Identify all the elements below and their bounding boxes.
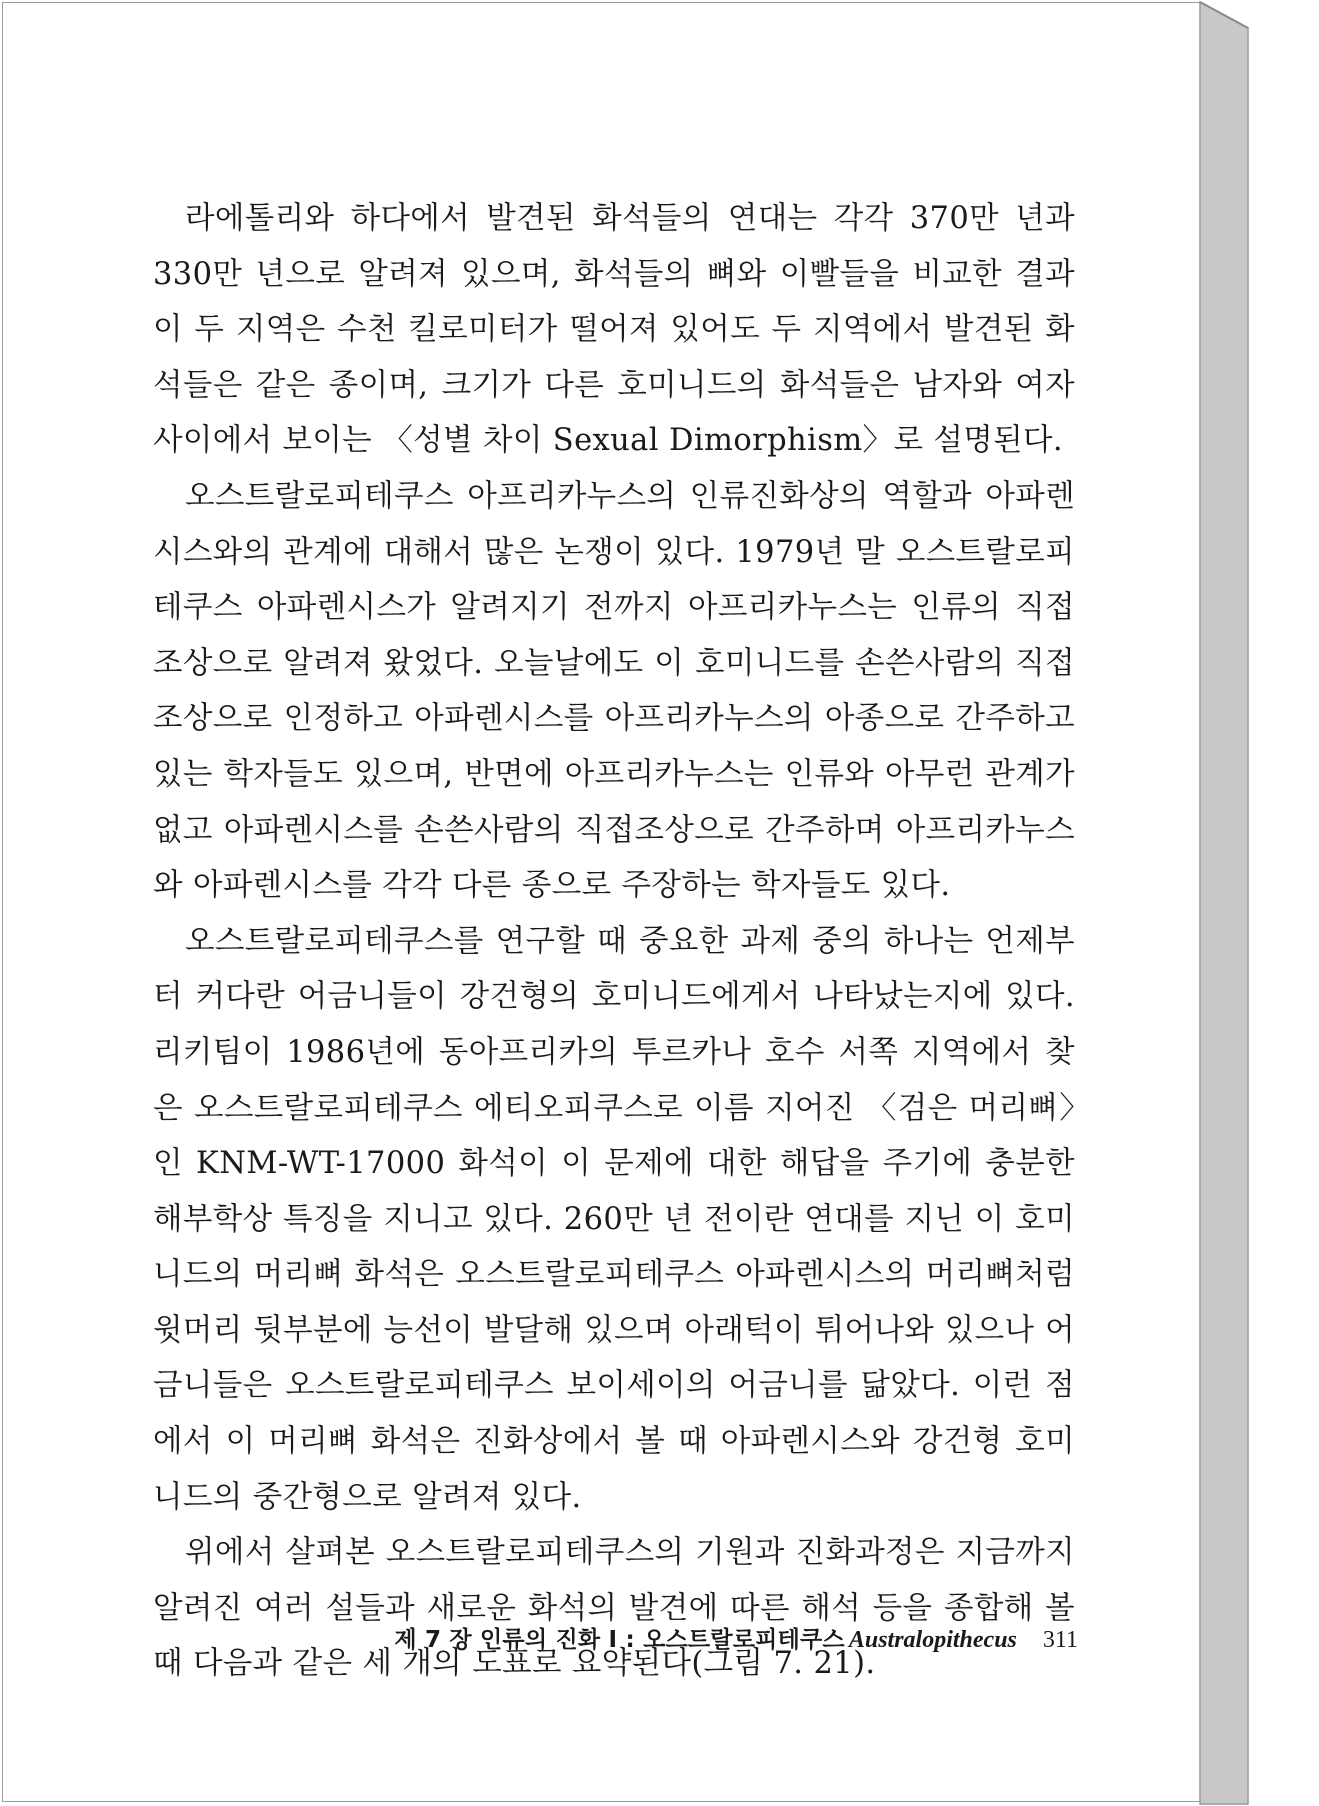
page-footer	[333, 1621, 1078, 1654]
body-text	[153, 191, 1075, 1692]
running-head-latin: Australopithecus	[848, 1627, 1017, 1653]
running-head: 제 7 장 인류의 진화 Ⅰ : 오스트랄로피테쿠스	[394, 1627, 845, 1653]
paragraph-1: 라에톨리와 하다에서 발견된 화석들의 연대는 각각 370만 년과 330만 년으로 알려져 있으며, 화석들의 뼈와 이빨들을 비교한 결과 이 두 지역은 수천 킬로미터가 떨어져 있어도 두 지역에서 발견된 화석들은 같은 종이며, 크기가 다른 호미니드의 화석들은 남자와 여자 사이에서 보이는 〈성별 차이 Sexual Dimorphism〉로 설명된다.	[153, 201, 1075, 459]
page-edge-face	[1200, 2, 1248, 1804]
paragraph-3: 오스트랄로피테쿠스를 연구할 때 중요한 과제 중의 하나는 언제부터 커다란 어금니들이 강건형의 호미니드에게서 나타났는지에 있다. 리키팀이 1986년에 동아프리카의 투르카나 호수 서쪽 지역에서 찾은 오스트랄로피테쿠스 에티오피쿠스로 이름 지어진 〈검은 머리뼈〉인 KNM-WT-17000 화석이 이 문제에 대한 해답을 주기에 충분한 해부학상 특징을 지니고 있다. 260만 년 전이란 연대를 지닌 이 호미니드의 머리뼈 화석은 오스트랄로피테쿠스 아파렌시스의 머리뼈처럼 윗머리 뒷부분에 능선이 발달해 있으며 아래턱이 튀어나와 있으나 어금니들은 오스트랄로피테쿠스 보이세이의 어금니를 닮았다. 이런 점에서 이 머리뼈 화석은 진화상에서 볼 때 아파렌시스와 강건형 호미니드의 중간형으로 알려져 있다.	[153, 923, 1075, 1515]
book-page	[2, 2, 1202, 1802]
page-edge-3d	[1190, 0, 1318, 1806]
paragraph-2: 오스트랄로피테쿠스 아프리카누스의 인류진화상의 역할과 아파렌시스와의 관계에 대해서 많은 논쟁이 있다. 1979년 말 오스트랄로피테쿠스 아파렌시스가 알려지기 전까지 아프리카누스는 인류의 직접조상으로 알려져 왔었다. 오늘날에도 이 호미니드를 손쓴사람의 직접조상으로 인정하고 아파렌시스를 아프리카누스의 아종으로 간주하고 있는 학자들도 있으며, 반면에 아프리카누스는 인류와 아무런 관계가 없고 아파렌시스를 손쓴사람의 직접조상으로 간주하며 아프리카누스와 아파렌시스를 각각 다른 종으로 주장하는 학자들도 있다.	[153, 478, 1075, 904]
paragraph-4: 위에서 살펴본 오스트랄로피테쿠스의 기원과 진화과정은 지금까지 알려진 여러 설들과 새로운 화석의 발견에 따른 해석 등을 종합해 볼 때 다음과 같은 세 개의 도표로 요약된다(그림 7. 21).	[153, 1535, 1075, 1682]
page-number: 311	[1042, 1627, 1078, 1653]
